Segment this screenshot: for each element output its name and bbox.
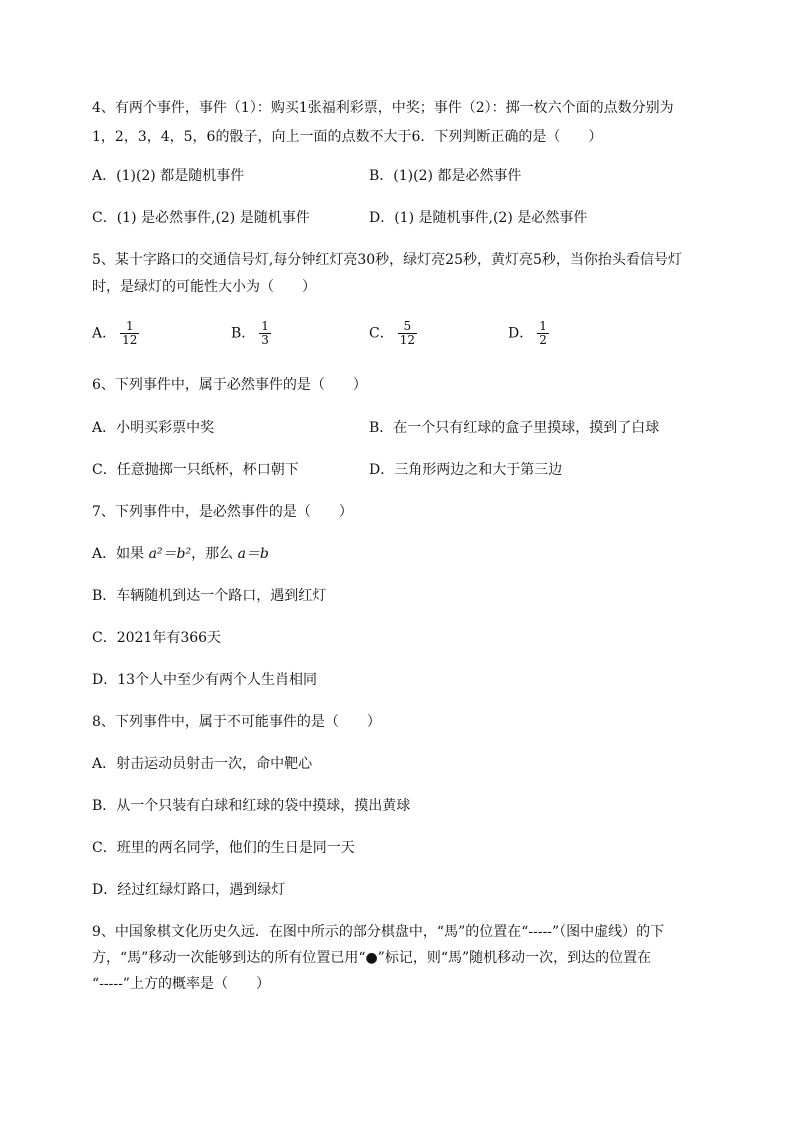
q8-stem: 8、下列事件中，属于不可能事件的是（ ） xyxy=(92,714,381,730)
q5-a-numerator: 1 xyxy=(120,320,139,334)
q5-option-d xyxy=(508,320,549,347)
q6-option-a: A．小明买彩票中奖 xyxy=(92,420,215,436)
q5-b-numerator: 1 xyxy=(261,319,269,333)
q7-option-a-prefix: A．如果 xyxy=(92,546,149,562)
q5-d-denominator: 2 xyxy=(539,333,547,347)
q5-stem-line1: 5、某十字路口的交通信号灯,每分钟红灯亮30秒，绿灯亮25秒，黄灯亮5秒，当你抬头看信号灯 xyxy=(92,252,682,268)
q4-option-d: D．(1) 是随机事件,(2) 是必然事件 xyxy=(369,210,588,226)
q5-a-denominator: 12 xyxy=(122,333,138,347)
q5-option-a xyxy=(92,320,139,347)
q8-option-d: D．经过红绿灯路口，遇到绿灯 xyxy=(92,882,286,898)
q8-option-b: B．从一个只装有白球和红球的袋中摸球，摸出黄球 xyxy=(92,798,411,814)
q7-option-d: D．13个人中至少有两个人生肖相同 xyxy=(92,672,318,688)
q5-option-b-fraction xyxy=(259,320,271,347)
q4-stem-line2: 1，2，3，4，5，6的骰子，向上一面的点数不大于6．下列判断正确的是（ ） xyxy=(92,129,603,145)
q4-stem-line1: 4、有两个事件，事件（1）：购买1张福利彩票，中奖；事件（2）：掷一枚六个面的点数分别为 xyxy=(92,100,674,116)
q4-option-a: A．(1)(2) 都是随机事件 xyxy=(92,168,245,184)
q5-c-denominator: 12 xyxy=(399,333,415,347)
q7-option-a xyxy=(92,544,269,564)
q6-option-d: D．三角形两边之和大于第三边 xyxy=(369,462,563,478)
q5-stem-line2: 时，是绿灯的可能性大小为（ ） xyxy=(92,279,316,295)
q7-option-a-mid: ，那么 xyxy=(191,546,238,562)
q7-stem: 7、下列事件中，是必然事件的是（ ） xyxy=(92,504,353,520)
q4-option-b: B．(1)(2) 都是必然事件 xyxy=(369,168,522,184)
q5-option-c-label: C． xyxy=(369,325,394,342)
q9-stem-line1: 9、中国象棋文化历史久远．在图中所示的部分棋盘中，“馬”的位置在“-----”（图中虚线）的下 xyxy=(92,924,665,940)
q5-option-a-fraction xyxy=(120,320,139,347)
q7-option-b: B．车辆随机到达一个路口，遇到红灯 xyxy=(92,588,327,604)
q5-c-numerator: 5 xyxy=(398,320,417,334)
q6-option-b: B．在一个只有红球的盒子里摸球，摸到了白球 xyxy=(369,420,660,436)
q4-option-c: C．(1) 是必然事件,(2) 是随机事件 xyxy=(92,210,310,226)
q5-option-c xyxy=(369,320,417,347)
q5-option-a-label: A． xyxy=(92,325,117,342)
q5-d-numerator: 1 xyxy=(539,319,547,333)
q8-option-c: C．班里的两名同学，他们的生日是同一天 xyxy=(92,840,355,856)
q9-stem-line2: 方，“馬”移动一次能够到达的所有位置已用“●”标记，则“馬”随机移动一次，到达的位置在 xyxy=(92,950,652,966)
q5-option-d-label: D． xyxy=(508,325,534,342)
q7-option-a-math2: a＝b xyxy=(237,546,269,562)
q7-option-c: C．2021年有366天 xyxy=(92,630,222,646)
q6-stem: 6、下列事件中，属于必然事件的是（ ） xyxy=(92,377,367,393)
q6-option-c: C．任意抛掷一只纸杯，杯口朝下 xyxy=(92,462,299,478)
q5-b-denominator: 3 xyxy=(261,333,269,347)
q7-option-a-math1: a²＝b² xyxy=(148,546,192,562)
q8-option-a: A．射击运动员射击一次，命中靶心 xyxy=(92,756,313,772)
q5-option-c-fraction xyxy=(398,320,417,347)
q5-option-b xyxy=(231,320,271,347)
q5-option-d-fraction xyxy=(537,320,549,347)
q5-option-b-label: B． xyxy=(231,325,256,342)
q9-stem-line3: “-----”上方的概率是（ ） xyxy=(92,976,270,992)
